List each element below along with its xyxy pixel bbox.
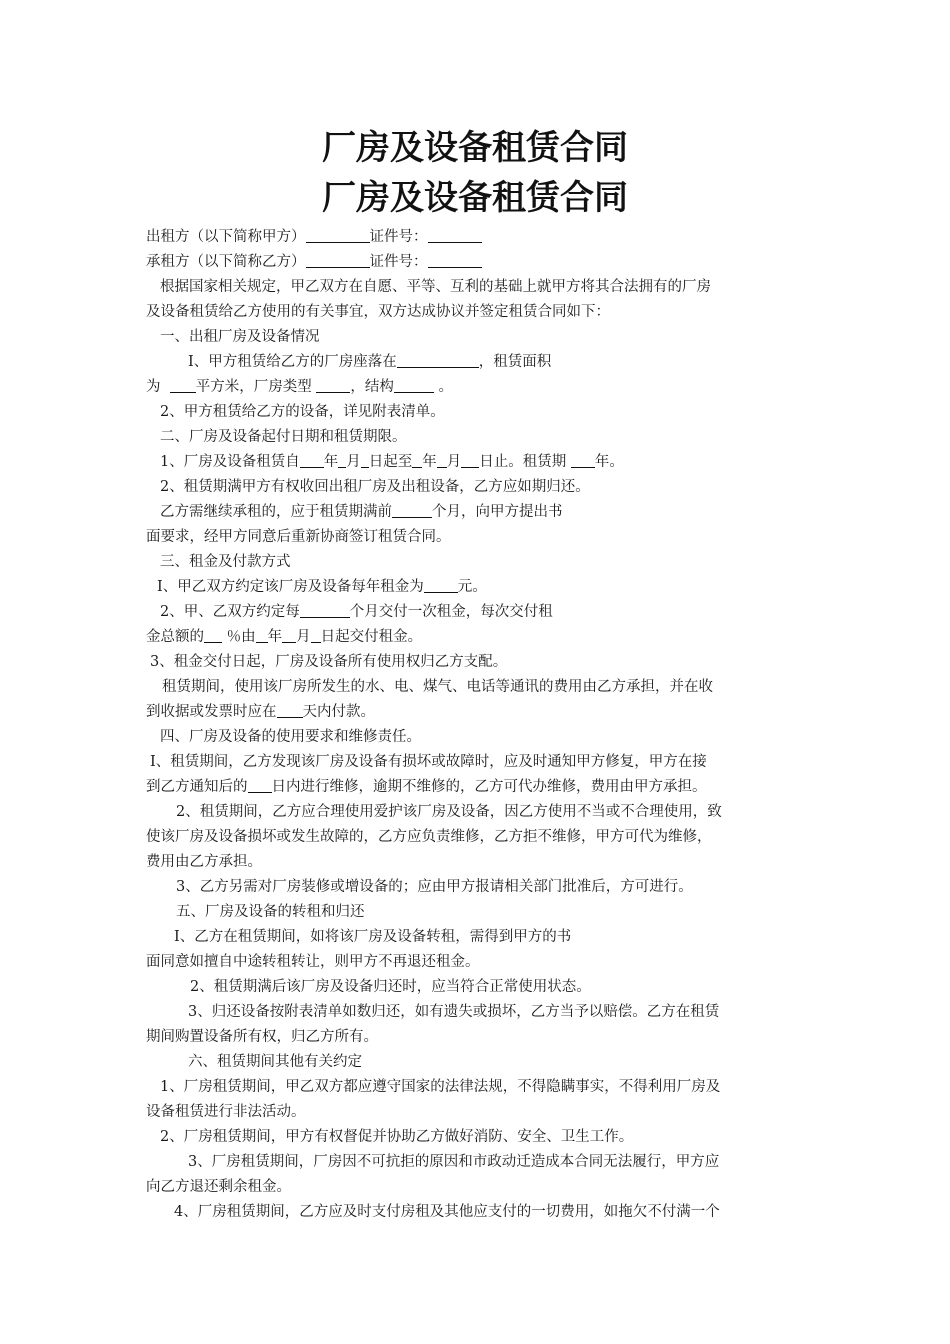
lessor-name-blank (306, 228, 370, 243)
clause-text: 年 (422, 454, 437, 470)
clause-3-4-line-2 (146, 702, 375, 722)
clause-text: 天内付款。 (302, 704, 375, 720)
lessee-id-label: 证件号： (369, 254, 428, 270)
preamble-line-2: 及设备租赁给乙方使用的有关事宜，双方达成协议并签定租赁合同如下： (146, 304, 610, 320)
clause-text: 日起至 (368, 454, 413, 470)
clause-text: ，结构 (350, 379, 394, 395)
clause-6-1-line-2: 设备租赁进行非法活动。 (146, 1104, 306, 1120)
clause-text: 。 (438, 379, 453, 395)
clause-text: 个月交付一次租金，每次交付租 (349, 604, 553, 620)
clause-3-2-line-2 (146, 627, 422, 647)
clause-1-1-line-2 (146, 377, 453, 397)
clause-text: 乙方需继续承租的，应于租赁期满前 (160, 504, 392, 520)
clause-6-3-line-2: 向乙方退还剩余租金。 (146, 1179, 291, 1195)
pay-day-blank (311, 628, 321, 643)
section-6-heading: 六、租赁期间其他有关约定 (188, 1054, 362, 1070)
lessee-line (146, 252, 482, 272)
payment-days-blank (277, 703, 303, 718)
clause-text: 日止。租赁期 (479, 454, 567, 470)
clause-text: 到乙方通知后的 (146, 779, 248, 795)
notice-months-blank (392, 503, 432, 518)
clause-2-3-line-2: 面要求，经甲方同意后重新协商签订租赁合同。 (146, 529, 451, 545)
clause-5-1-line-1: I、乙方在租赁期间，如将该厂房及设备转租，需得到甲方的书 (174, 929, 572, 945)
repair-days-blank (248, 778, 272, 793)
clause-5-3-line-2: 期间购置设备所有权，归乙方所有。 (146, 1029, 378, 1045)
pay-month-blank (282, 628, 296, 643)
lessee-label: 承租方（以下简称乙方） (146, 254, 306, 270)
section-4-heading: 四、厂房及设备的使用要求和维修责任。 (160, 729, 421, 745)
clause-text: 年 (323, 454, 339, 470)
structure-blank (394, 378, 434, 393)
pay-year-blank (256, 628, 268, 643)
term-blank (571, 453, 595, 468)
clause-text: 金总额的 (146, 629, 204, 645)
clause-text: 月 (446, 454, 462, 470)
clause-4-2-line-2: 使该厂房及设备损坏或发生故障的，乙方应负责维修，乙方拒不维修，甲方可代为维修， (146, 829, 712, 845)
clause-text: 为 (146, 379, 161, 395)
type-blank (316, 378, 350, 393)
clause-3-4-line-1: 租赁期间，使用该厂房所发生的水、电、煤气、电话等通讯的费用由乙方承担，并在收 (162, 679, 713, 695)
percent-blank (204, 628, 222, 643)
clause-2-3-line-1 (160, 502, 563, 522)
clause-text: 日内进行维修，逾期不维修的，乙方可代办维修，费用由甲方承担。 (271, 779, 707, 795)
lessee-id-blank (428, 253, 482, 268)
annual-rent-blank (424, 578, 458, 593)
start-day-blank (361, 453, 369, 468)
clause-4-2-line-1: 2、租赁期间，乙方应合理使用爱护该厂房及设备，因乙方使用不当或不合理使用，致 (176, 804, 722, 820)
clause-6-4-line-1: 4、厂房租赁期间，乙方应及时支付房租及其他应支付的一切费用，如拖欠不付满一个 (174, 1204, 720, 1220)
clause-text: 日起交付租金。 (320, 629, 423, 645)
lessor-line (146, 227, 482, 247)
clause-2-2: 2、租赁期满甲方有权收回出租厂房及出租设备，乙方应如期归还。 (160, 479, 590, 495)
clause-1-2: 2、甲方租赁给乙方的设备，详见附表清单。 (160, 404, 445, 420)
section-2-heading: 二、厂房及设备起付日期和租赁期限。 (160, 429, 407, 445)
clause-6-2: 2、厂房租赁期间，甲方有权督促并协助乙方做好消防、安全、卫生工作。 (160, 1129, 634, 1145)
section-5-heading: 五、厂房及设备的转租和归还 (176, 904, 365, 920)
clause-text: 个月，向甲方提出书 (432, 504, 563, 520)
document-title-repeat: 厂房及设备租赁合同 (322, 178, 628, 218)
clause-6-3-line-1: 3、厂房租赁期间，厂房因不可抗拒的原因和市政动迁造成本合同无法履行，甲方应 (188, 1154, 720, 1170)
clause-text: 平方米，厂房类型 (195, 379, 312, 395)
clause-text: 月 (296, 629, 311, 645)
lessor-label: 出租方（以下简称甲方） (146, 229, 306, 245)
end-year-blank (412, 453, 422, 468)
clause-text: 月 (346, 454, 361, 470)
clause-text: 年 (267, 629, 283, 645)
clause-3-3: 3、租金交付日起，厂房及设备所有使用权归乙方支配。 (150, 654, 508, 670)
section-3-heading: 三、租金及付款方式 (160, 554, 291, 570)
clause-4-3: 3、乙方另需对厂房装修或增设备的；应由甲方报请相关部门批准后，方可进行。 (176, 879, 693, 895)
clause-text: ％由 (226, 629, 256, 645)
clause-text: 到收据或发票时应在 (146, 704, 277, 720)
document-title: 厂房及设备租赁合同 (322, 128, 628, 168)
lessor-id-blank (428, 228, 482, 243)
clause-4-1-line-2 (146, 777, 707, 797)
end-month-blank (437, 453, 447, 468)
clause-text: 1、厂房及设备租赁自 (160, 454, 300, 470)
lessee-name-blank (306, 253, 370, 268)
lessor-id-label: 证件号： (369, 229, 428, 245)
payment-interval-blank (300, 603, 350, 618)
clause-3-1 (157, 577, 487, 597)
clause-2-1 (160, 452, 624, 472)
clause-text: 元。 (457, 579, 487, 595)
clause-1-1-line-1 (188, 352, 551, 372)
clause-text: I、甲乙双方约定该厂房及设备每年租金为 (157, 579, 424, 595)
start-year-blank (300, 453, 324, 468)
location-blank (397, 353, 479, 368)
clause-4-1-line-1: I、租赁期间，乙方发现该厂房及设备有损坏或故障时，应及时通知甲方修复，甲方在接 (150, 754, 707, 770)
clause-3-2-line-1 (160, 602, 553, 622)
clause-5-3-line-1: 3、归还设备按附表清单如数归还，如有遗失或损坏，乙方当予以赔偿。乙方在租赁 (188, 1004, 720, 1020)
clause-5-2: 2、租赁期满后该厂房及设备归还时，应当符合正常使用状态。 (190, 979, 591, 995)
section-1-heading: 一、出租厂房及设备情况 (160, 329, 320, 345)
area-blank (170, 378, 196, 393)
clause-5-1-line-2: 面同意如擅自中途转租转让，则甲方不再退还租金。 (146, 954, 480, 970)
clause-6-1-line-1: 1、厂房租赁期间，甲乙双方都应遵守国家的法律法规，不得隐瞒事实，不得利用厂房及 (160, 1079, 721, 1095)
clause-text: 2、甲、乙双方约定每 (160, 604, 300, 620)
clause-text: I、甲方租赁给乙方的厂房座落在 (188, 354, 397, 370)
clause-4-2-line-3: 费用由乙方承担。 (146, 854, 262, 870)
preamble-line-1: 根据国家相关规定，甲乙双方在自愿、平等、互利的基础上就甲方将其合法拥有的厂房 (160, 279, 711, 295)
clause-text: 年。 (594, 454, 624, 470)
clause-text: ，租赁面积 (478, 354, 552, 370)
end-day-blank (461, 453, 479, 468)
